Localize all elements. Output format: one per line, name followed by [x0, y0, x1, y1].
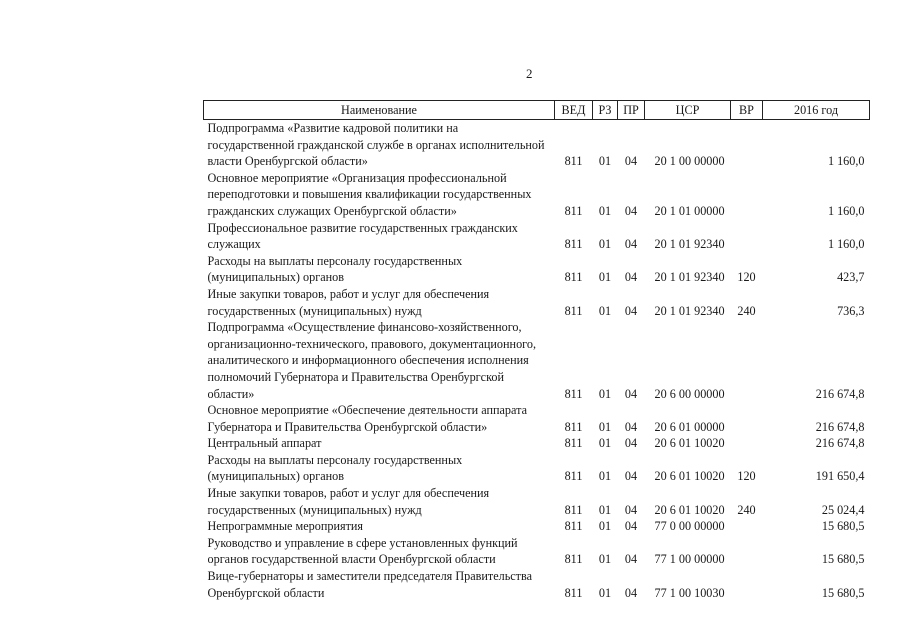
table-row [204, 286, 870, 319]
cell-rz: 01 [598, 519, 612, 534]
cell-pr: 04 [624, 519, 638, 534]
budget-table [203, 100, 870, 601]
cell-csr: 20 1 01 00000 [654, 203, 725, 218]
cell-sum: 15 680,5 [821, 552, 865, 567]
header-row [204, 101, 870, 120]
cell-rz: 01 [598, 303, 612, 318]
cell-vr: 240 [737, 303, 756, 318]
cell-ved: 811 [564, 270, 583, 285]
cell-vr: 120 [737, 469, 756, 484]
cell-vr [731, 170, 763, 220]
cell-ved: 811 [564, 419, 583, 434]
cell-pr: 04 [624, 154, 638, 169]
cell-rz: 01 [598, 203, 612, 218]
cell-rz: 01 [598, 552, 612, 567]
cell-sum: 736,3 [837, 303, 865, 318]
table-row [204, 485, 870, 518]
header-pr: ПР [618, 101, 645, 120]
cell-csr: 77 1 00 00000 [654, 552, 725, 567]
cell-vr [731, 319, 763, 402]
cell-vr [731, 568, 763, 601]
table-row [204, 170, 870, 220]
cell-name: Непрограммные мероприятия [207, 519, 364, 534]
cell-pr: 04 [624, 552, 638, 567]
cell-sum: 25 024,4 [821, 502, 865, 517]
cell-ved: 811 [564, 237, 583, 252]
table-row [204, 402, 870, 435]
table-row [204, 535, 870, 568]
cell-sum: 216 674,8 [815, 436, 865, 451]
table-row [204, 120, 870, 170]
cell-ved: 811 [564, 585, 583, 600]
cell-name: Иные закупки товаров, работ и услуг для обеспечения государственных (муниципальных) нужд [207, 486, 490, 517]
cell-sum: 1 160,0 [827, 154, 865, 169]
cell-rz: 01 [598, 237, 612, 252]
cell-name: Подпрограмма «Развитие кадровой политики на государственной гражданской службе в органах исполнительной власти Оренбургской области» [207, 121, 545, 169]
cell-vr [731, 535, 763, 568]
cell-ved: 811 [564, 502, 583, 517]
table-row [204, 253, 870, 286]
cell-pr: 04 [624, 469, 638, 484]
cell-ved: 811 [564, 552, 583, 567]
cell-vr [731, 220, 763, 253]
cell-ved: 811 [564, 386, 583, 401]
cell-name: Расходы на выплаты персоналу государственных (муниципальных) органов [207, 452, 463, 484]
cell-vr [731, 518, 763, 535]
page-number: 2 [526, 66, 533, 81]
cell-name: Руководство и управление в сфере установленных функций органов государственной власти Оренбургской области [207, 535, 518, 567]
header-vr: ВР [731, 101, 763, 120]
cell-sum: 191 650,4 [815, 469, 865, 484]
cell-name: Иные закупки товаров, работ и услуг для обеспечения государственных (муниципальных) нужд [207, 286, 490, 318]
cell-pr: 04 [624, 436, 638, 451]
cell-sum: 216 674,8 [815, 386, 865, 401]
cell-name: Основное мероприятие «Обеспечение деятельности аппарата Губернатора и Правительства Оренбургской области» [207, 403, 527, 434]
cell-rz: 01 [598, 585, 612, 600]
cell-name: Центральный аппарат [207, 436, 322, 451]
table-row [204, 435, 870, 452]
cell-vr [731, 120, 763, 170]
cell-csr: 20 6 01 10020 [654, 469, 725, 484]
table-row [204, 568, 870, 601]
cell-vr [731, 402, 763, 435]
cell-ved: 811 [564, 436, 583, 451]
cell-sum: 15 680,5 [821, 585, 865, 600]
cell-pr: 04 [624, 502, 638, 517]
header-rz: РЗ [593, 101, 618, 120]
header-name: Наименование [204, 101, 555, 120]
table-header [204, 101, 870, 120]
cell-sum: 1 160,0 [827, 203, 865, 218]
cell-sum: 1 160,0 [827, 237, 865, 252]
table-row [204, 319, 870, 402]
cell-name: Профессиональное развитие государственных гражданских служащих [207, 220, 518, 252]
cell-pr: 04 [624, 237, 638, 252]
cell-pr: 04 [624, 303, 638, 318]
cell-csr: 77 0 00 00000 [654, 519, 725, 534]
cell-ved: 811 [564, 154, 583, 169]
cell-name: Подпрограмма «Осуществление финансово-хозяйственного, организационно-технического, правового, документационного, аналитического и информационного обеспечения исполнения полномочий Губернатора и Правительства Оренбургской области» [207, 320, 536, 401]
header-year: 2016 год [763, 101, 870, 120]
cell-sum: 423,7 [837, 270, 865, 285]
cell-csr: 20 6 00 00000 [654, 386, 725, 401]
cell-rz: 01 [598, 502, 612, 517]
cell-rz: 01 [598, 386, 612, 401]
cell-pr: 04 [624, 386, 638, 401]
cell-name: Расходы на выплаты персоналу государственных (муниципальных) органов [207, 253, 463, 285]
cell-csr: 20 1 00 00000 [654, 154, 725, 169]
cell-vr: 240 [737, 502, 756, 517]
cell-csr: 20 6 01 10020 [654, 436, 725, 451]
cell-pr: 04 [624, 585, 638, 600]
cell-csr: 20 6 01 10020 [654, 502, 725, 517]
cell-ved: 811 [564, 203, 583, 218]
cell-rz: 01 [598, 436, 612, 451]
table-row [204, 452, 870, 485]
cell-rz: 01 [598, 469, 612, 484]
cell-vr: 120 [737, 270, 756, 285]
cell-sum: 15 680,5 [821, 519, 865, 534]
cell-vr [731, 435, 763, 452]
cell-name: Вице-губернаторы и заместители председателя Правительства Оренбургской области [207, 569, 533, 600]
cell-csr: 20 6 01 00000 [654, 419, 725, 434]
cell-csr: 20 1 01 92340 [654, 270, 725, 285]
cell-pr: 04 [624, 203, 638, 218]
cell-csr: 20 1 01 92340 [654, 303, 725, 318]
table-row [204, 220, 870, 253]
cell-ved: 811 [564, 519, 583, 534]
cell-csr: 77 1 00 10030 [654, 585, 725, 600]
cell-sum: 216 674,8 [815, 419, 865, 434]
cell-name: Основное мероприятие «Организация профессиональной переподготовки и повышения квалификации государственных гражданских служащих Оренбургской области» [207, 170, 532, 218]
header-csr: ЦСР [645, 101, 731, 120]
cell-rz: 01 [598, 270, 612, 285]
cell-rz: 01 [598, 419, 612, 434]
cell-pr: 04 [624, 419, 638, 434]
header-ved: ВЕД [555, 101, 593, 120]
cell-rz: 01 [598, 154, 612, 169]
cell-csr: 20 1 01 92340 [654, 237, 725, 252]
table-row [204, 518, 870, 535]
table-body [204, 120, 870, 602]
cell-ved: 811 [564, 469, 583, 484]
cell-ved: 811 [564, 303, 583, 318]
cell-pr: 04 [624, 270, 638, 285]
